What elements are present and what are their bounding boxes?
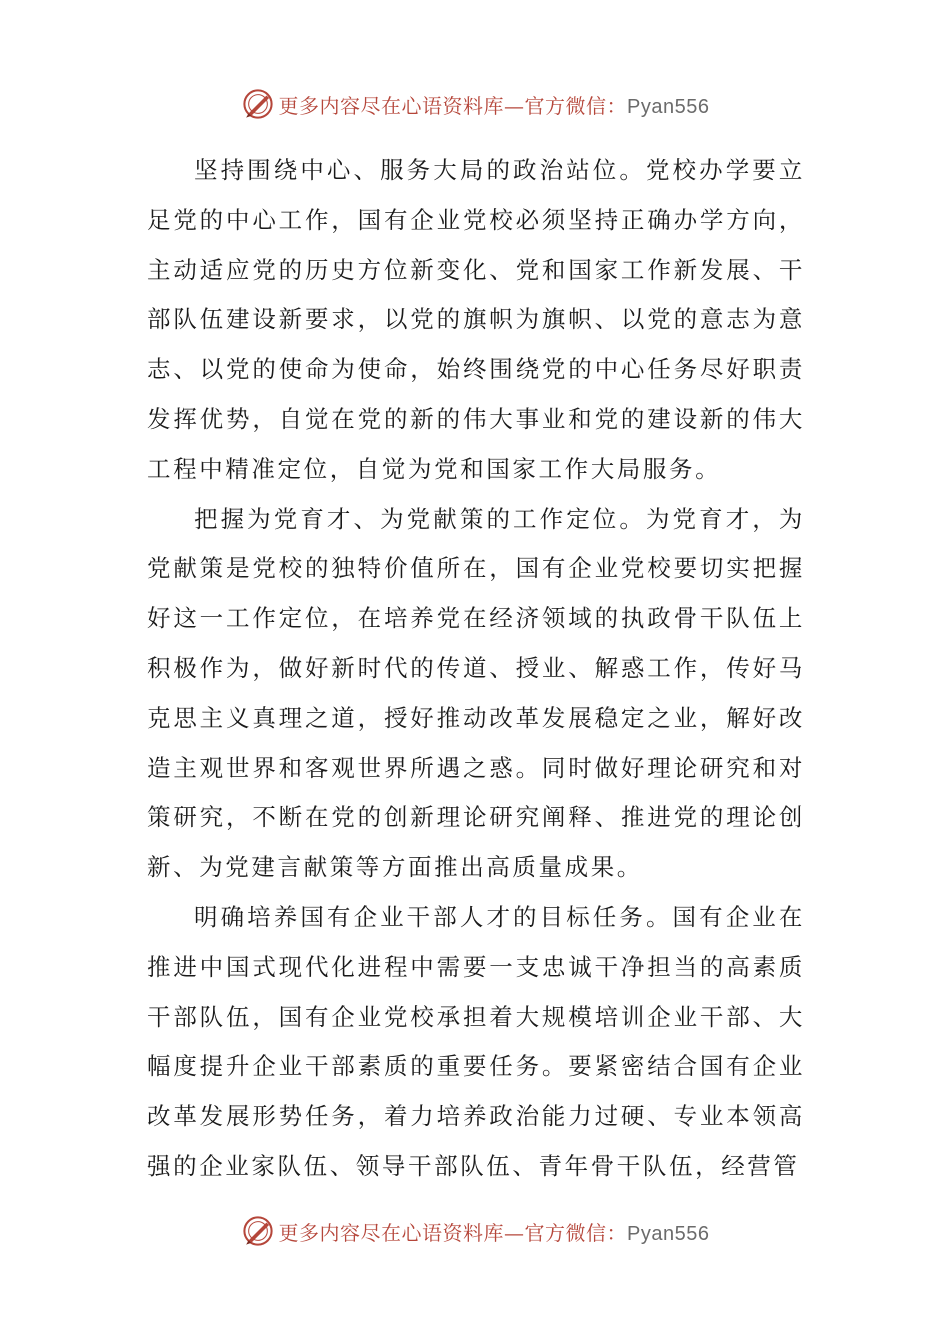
paragraph-cadre-training: 明确培养国有企业干部人才的目标任务。国有企业在推进中国式现代化进程中需要一支忠诚干净担当的高素质干部队伍，国有企业党校承担着大规模培训企业干部、大幅度提升企业干部素质的重要任务。要紧密结合国有企业改革发展形势任务，着力培养政治能力过硬、专业本领高强的企业家队伍、领导干部队伍、青年骨干队伍，经营管 — [147, 902, 805, 1180]
banner-text — [279, 90, 710, 119]
wechat-id: Pyan556 — [627, 95, 710, 118]
document-body — [147, 146, 805, 1192]
wechat-id: Pyan556 — [627, 1222, 710, 1245]
banner-slogan: 更多内容尽在心语资料库—官方微信： — [278, 93, 628, 118]
footer-banner — [0, 1211, 950, 1251]
paragraph-work-positioning: 把握为党育才、为党献策的工作定位。为党育才，为党献策是党校的独特价值所在，国有企业党校要切实把握好这一工作定位，在培养党在经济领域的执政骨干队伍上积极作为，做好新时代的传道、授业、解惑工作，传好马克思主义真理之道，授好推动改革发展稳定之业，解好改造主观世界和客观世界所遇之惑。同时做好理论研究和对策研究，不断在党的创新理论研究阐释、推进党的理论创新、为党建言献策等方面推出高质量成果。 — [147, 504, 805, 882]
header-banner — [0, 84, 950, 124]
pen-logo-icon — [241, 87, 275, 121]
paragraph-political-stance: 坚持围绕中心、服务大局的政治站位。党校办学要立足党的中心工作，国有企业党校必须坚持正确办学方向，主动适应党的历史方位新变化、党和国家工作新发展、干部队伍建设新要求，以党的旗帜为旗帜、以党的意志为意志、以党的使命为使命，始终围绕党的中心任务尽好职责发挥优势，自觉在党的新的伟大事业和党的建设新的伟大工程中精准定位，自觉为党和国家工作大局服务。 — [147, 156, 805, 483]
banner-text — [279, 1217, 710, 1246]
banner-slogan: 更多内容尽在心语资料库—官方微信： — [278, 1220, 628, 1245]
pen-logo-icon — [241, 1214, 275, 1248]
